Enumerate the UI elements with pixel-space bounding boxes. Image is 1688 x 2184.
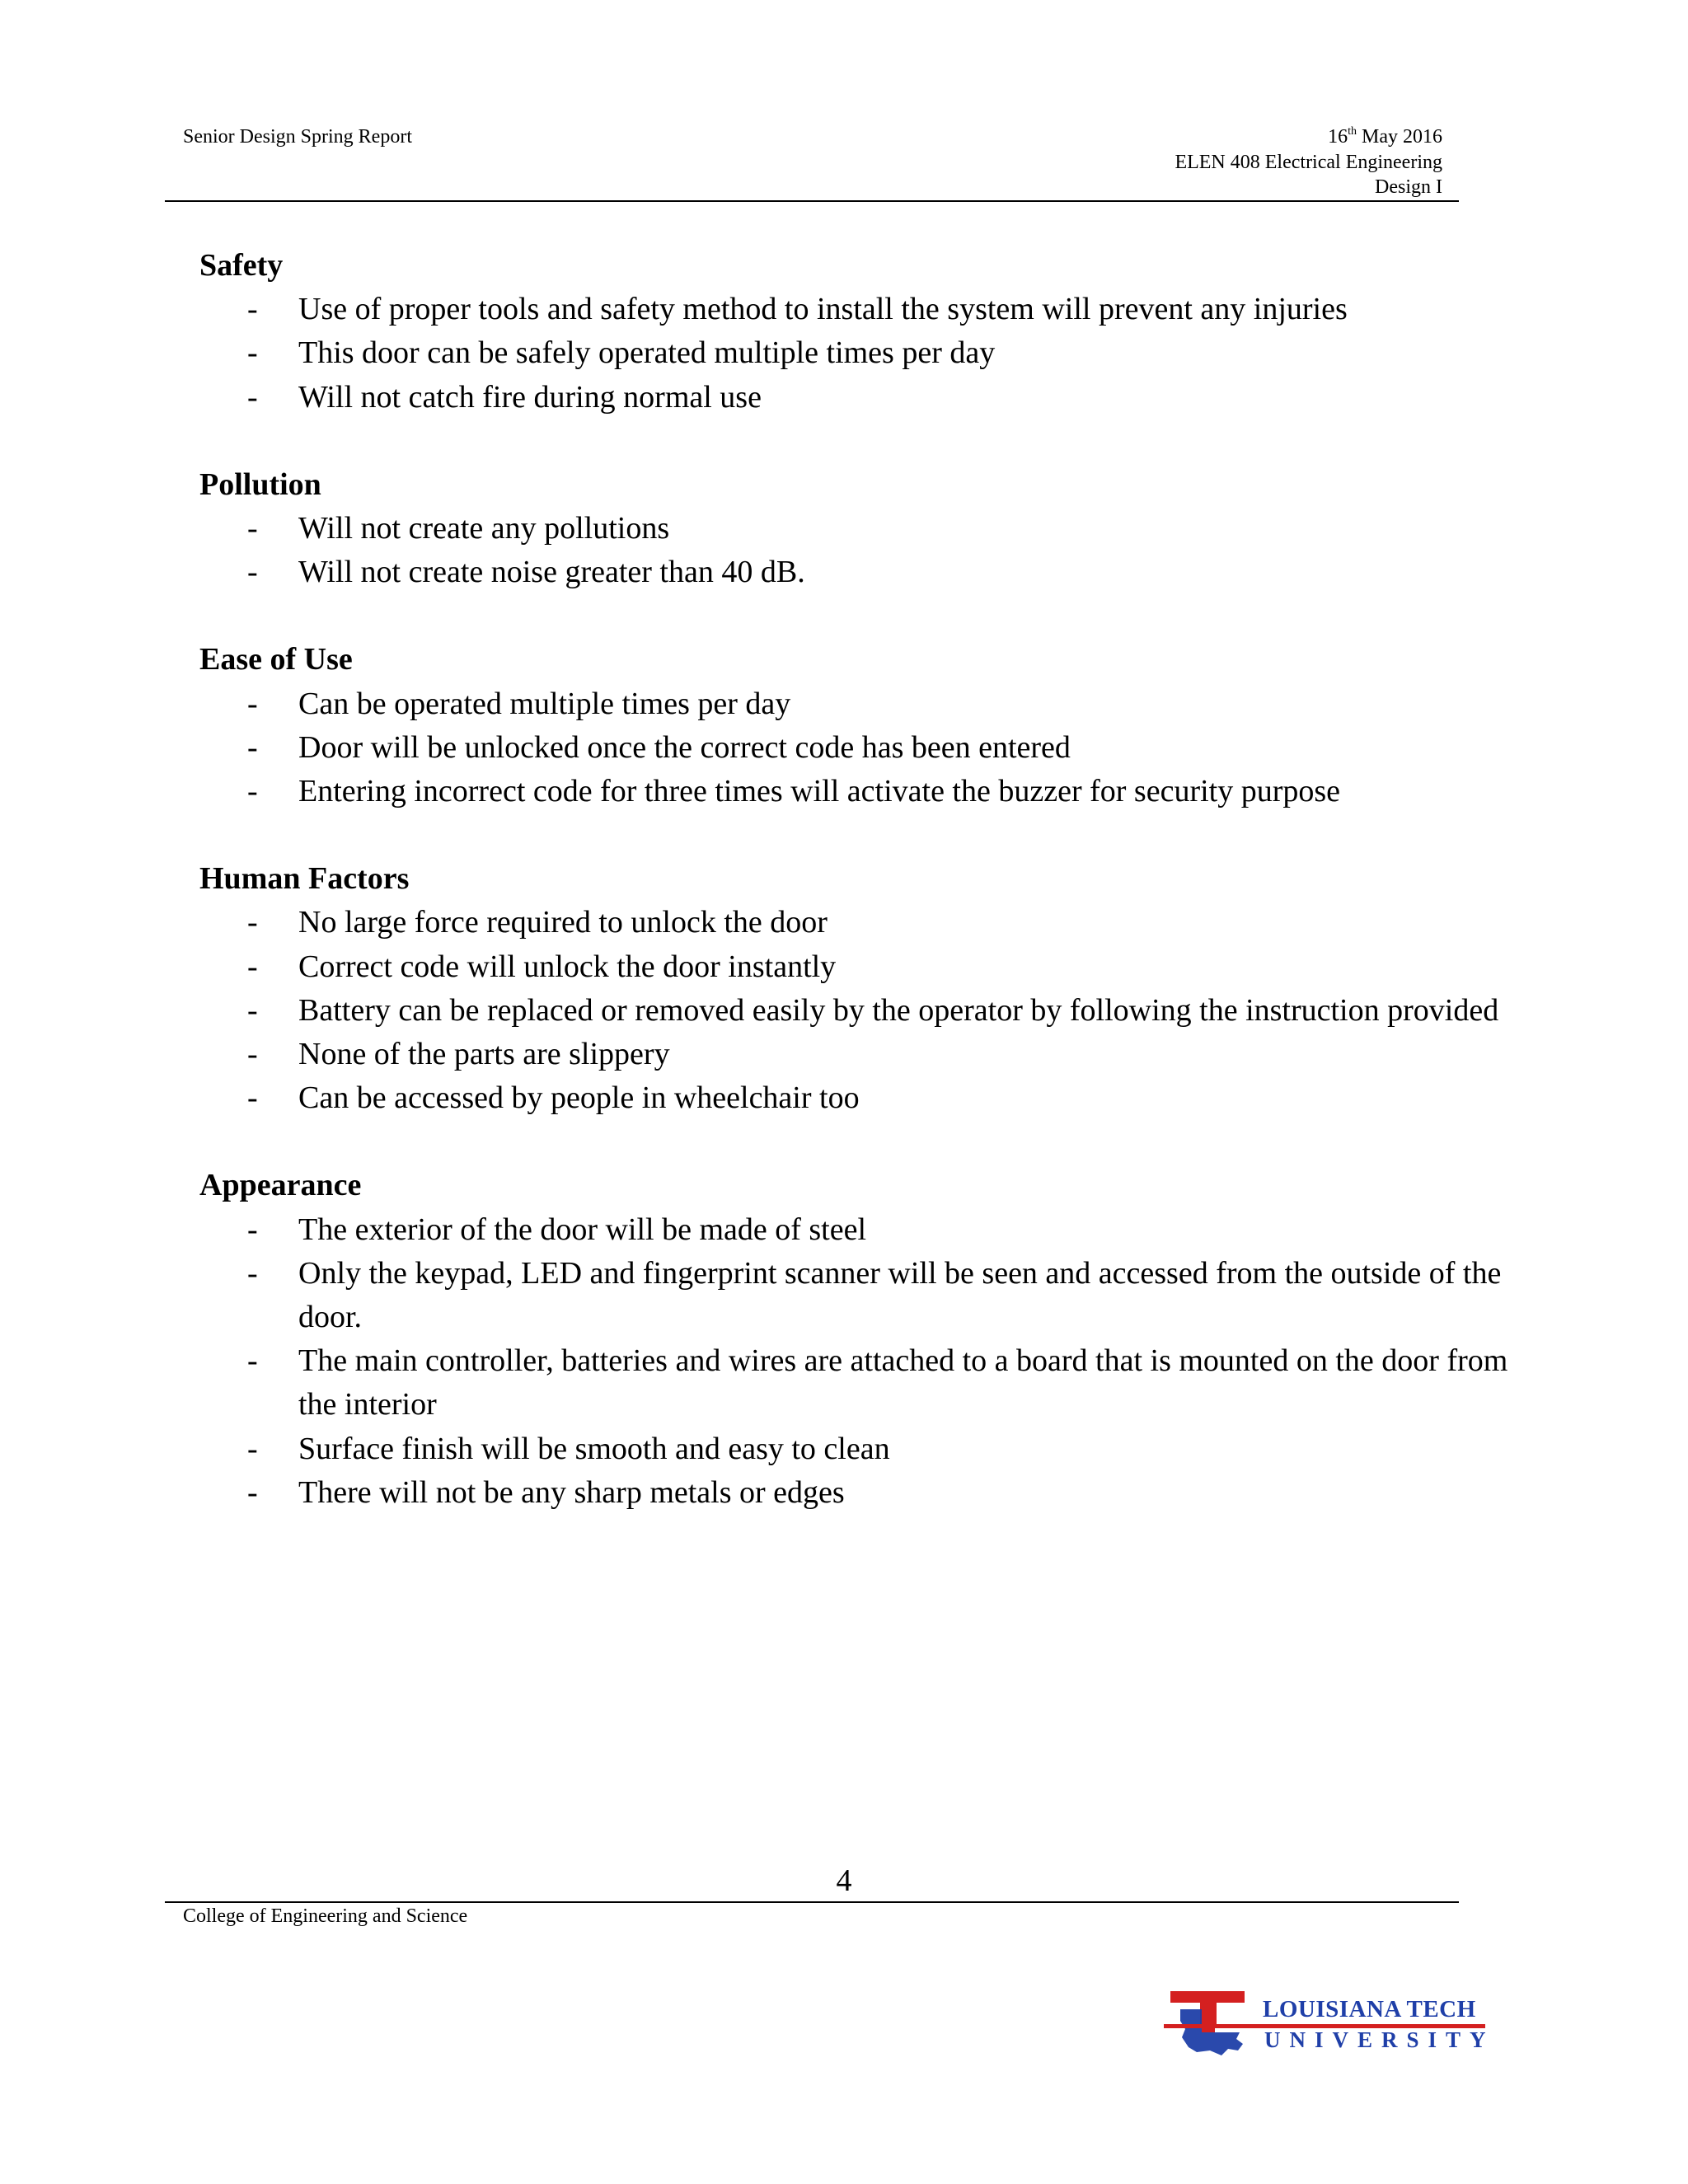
university-logo [1164,1985,1493,2067]
list-item [199,331,1518,375]
bullet-dash: - [247,992,258,1028]
bullet-dash: - [247,292,258,327]
bullet-dash: - [247,1080,258,1116]
bullet-list [199,507,1518,594]
bullet-dash: - [247,774,258,809]
list-item [199,901,1518,944]
list-item-text: Can be accessed by people in wheelchair too [298,1080,860,1116]
list-item [199,1427,1518,1471]
list-item [199,288,1518,331]
header-date-rest: May 2016 [1357,126,1442,148]
header-rule [165,200,1459,202]
header-date-suffix: th [1348,125,1357,138]
bullet-dash: - [247,379,258,415]
section-heading: Human Factors [199,861,410,897]
list-item [199,945,1518,989]
list-item-text: Will not create any pollutions [298,511,670,546]
bullet-dash: - [247,729,258,765]
bullet-dash: - [247,686,258,721]
list-item [199,1471,1518,1515]
header-report-title: Senior Design Spring Report [183,126,412,148]
section-heading: Ease of Use [199,642,353,677]
document-body [199,244,1518,1558]
section-safety [199,244,1518,419]
list-item-text: Only the keypad, LED and fingerprint scanner will be seen and accessed from the outside of the door. [298,1255,1502,1335]
list-item [199,1033,1518,1076]
section-heading: Appearance [199,1168,362,1203]
list-item [199,376,1518,419]
footer-rule [165,1901,1459,1903]
list-item-text: None of the parts are slippery [298,1037,670,1072]
bullet-dash: - [247,1474,258,1510]
list-item-text: Correct code will unlock the door instantly [298,949,837,984]
section-pollution [199,463,1518,595]
header-date [1175,124,1442,150]
header-right-block [1175,124,1442,200]
bullet-dash: - [247,1212,258,1247]
list-item-text: Can be operated multiple times per day [298,686,791,721]
list-item-text: The main controller, batteries and wires are attached to a board that is mounted on the door from the interior [298,1343,1508,1422]
header-design: Design I [1375,176,1442,198]
bullet-list [199,288,1518,419]
bullet-dash: - [247,1431,258,1466]
logo-text-line2: UNIVERSITY [1264,2027,1495,2052]
list-item [199,1076,1518,1120]
bullet-dash: - [247,1343,258,1379]
bullet-dash: - [247,511,258,546]
louisiana-tech-emblem-icon [1164,1985,1263,2067]
header-date-day: 16 [1328,126,1348,148]
list-item [199,682,1518,726]
list-item-text: Battery can be replaced or removed easily by the operator by following the instruction provided [298,992,1499,1028]
list-item [199,507,1518,551]
list-item [199,1339,1518,1427]
list-item [199,1208,1518,1252]
list-item-text: Use of proper tools and safety method to install the system will prevent any injuries [298,292,1348,327]
bullet-dash: - [247,335,258,371]
list-item [199,551,1518,594]
list-item-text: The exterior of the door will be made of steel [298,1212,867,1247]
bullet-list [199,682,1518,814]
bullet-dash: - [247,949,258,984]
list-item-text: There will not be any sharp metals or edges [298,1474,845,1510]
bullet-list [199,1208,1518,1515]
bullet-dash: - [247,1255,258,1291]
bullet-dash: - [247,555,258,590]
header-course: ELEN 408 Electrical Engineering [1175,151,1442,173]
section-heading: Safety [199,248,284,283]
list-item [199,770,1518,813]
list-item [199,726,1518,770]
section-human-factors [199,857,1518,1120]
list-item-text: Will not create noise greater than 40 dB. [298,555,805,590]
list-item-text: Will not catch fire during normal use [298,379,762,415]
list-item-text: Surface finish will be smooth and easy to clean [298,1431,890,1466]
list-item [199,989,1518,1033]
page-number: 4 [836,1863,852,1898]
section-ease-of-use [199,638,1518,813]
bullet-dash: - [247,1037,258,1072]
list-item-text: Door will be unlocked once the correct code has been entered [298,729,1071,765]
section-heading: Pollution [199,466,321,502]
bullet-dash: - [247,905,258,940]
list-item [199,1252,1518,1339]
logo-text-line1: LOUISIANA TECH [1263,1996,1476,2022]
footer-college: College of Engineering and Science [183,1905,468,1927]
bullet-list [199,901,1518,1120]
list-item-text: This door can be safely operated multiple times per day [298,335,996,371]
list-item-text: Entering incorrect code for three times will activate the buzzer for security purpose [298,774,1341,809]
section-appearance [199,1164,1518,1515]
list-item-text: No large force required to unlock the door [298,905,828,940]
